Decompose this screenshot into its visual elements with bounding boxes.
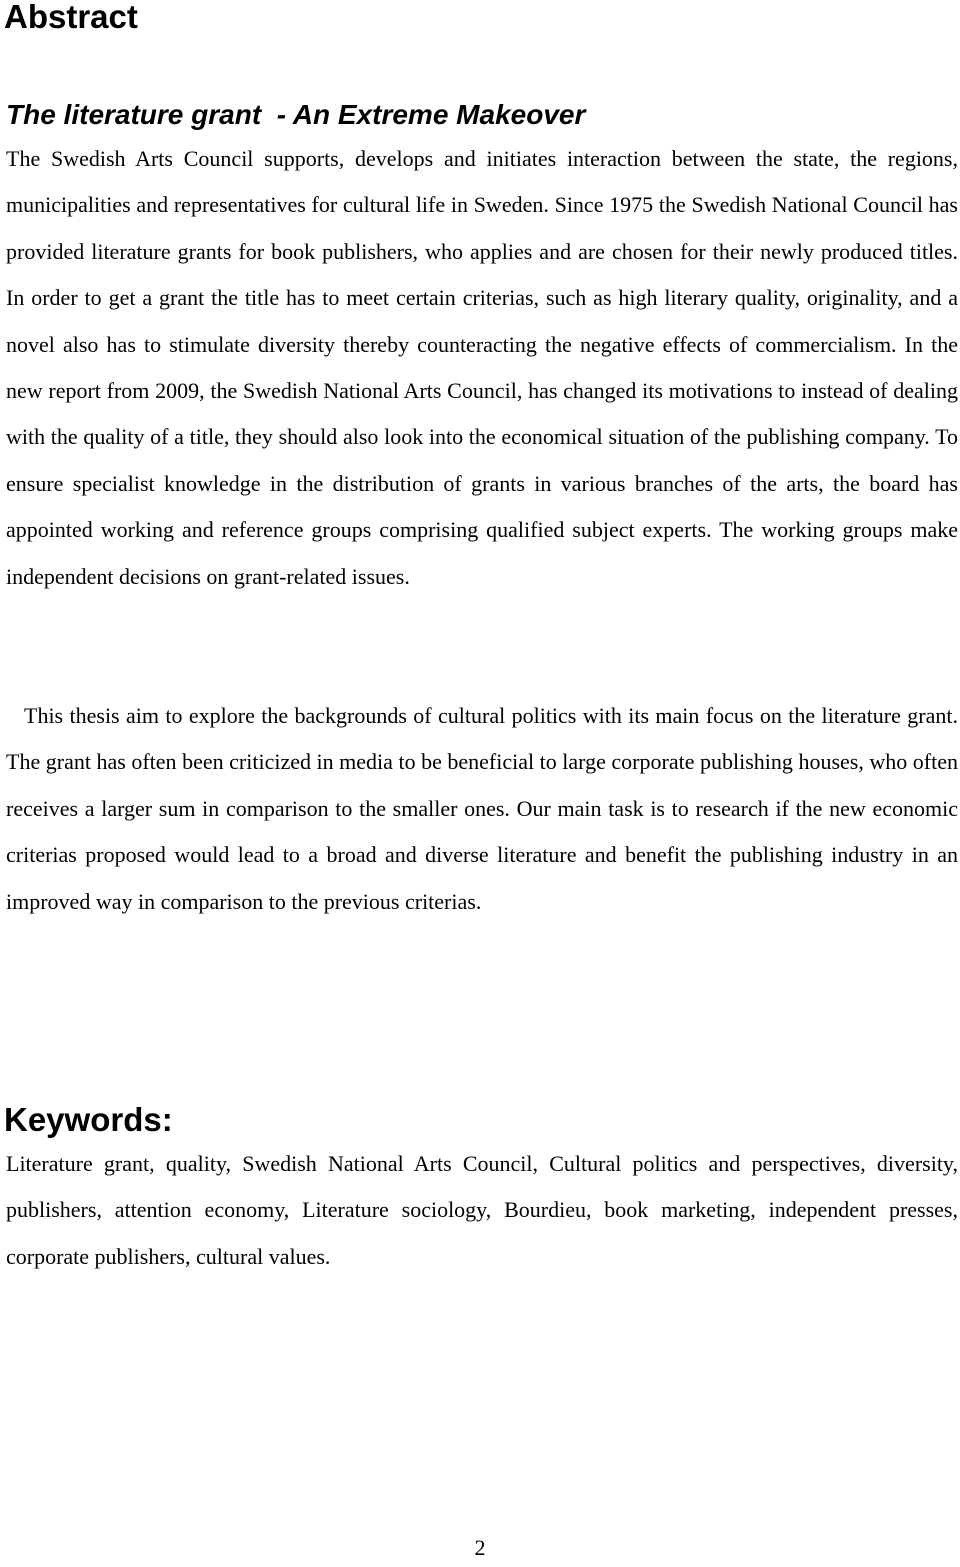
abstract-paragraph-2: This thesis aim to explore the backgrounds of cultural politics with its main focus on the literature grant. The grant has often been criticized in media to be beneficial to large corporate publishing houses, who often receives a larger sum in comparison to the smaller ones. Our main task is to research if the new economic criterias proposed would lead to a broad and diverse literature and benefit the publishing industry in an improved way in comparison to the previous criterias.: [6, 703, 958, 914]
keywords-heading: Keywords:: [4, 1101, 173, 1138]
keywords-text: Literature grant, quality, Swedish National Arts Council, Cultural politics and perspectives, diversity, publishers, attention economy, Literature sociology, Bourdieu, book marketing, independent presses, corporate publishers, cultural values.: [6, 1151, 958, 1269]
page-number: 2: [474, 1535, 486, 1560]
abstract-heading: Abstract: [4, 0, 138, 35]
abstract-paragraph-1: The Swedish Arts Council supports, develops and initiates interaction between the state, the regions, municipalities and representatives for cultural life in Sweden. Since 1975 the Swedish National Council has provided literature grants for book publishers, who applies and are chosen for their newly produced titles. In order to get a grant the title has to meet certain criterias, such as high literary quality, originality, and a novel also has to stimulate diversity thereby counteracting the negative effects of commercialism. In the new report from 2009, the Swedish National Arts Council, has changed its motivations to instead of dealing with the quality of a title, they should also look into the economical situation of the publishing company. To ensure specialist knowledge in the distribution of grants in various branches of the arts, the board has appointed working and reference groups comprising qualified subject experts. The working groups make independent decisions on grant-related issues.: [6, 146, 958, 589]
abstract-subtitle: The literature grant - An Extreme Makeover: [6, 99, 586, 130]
